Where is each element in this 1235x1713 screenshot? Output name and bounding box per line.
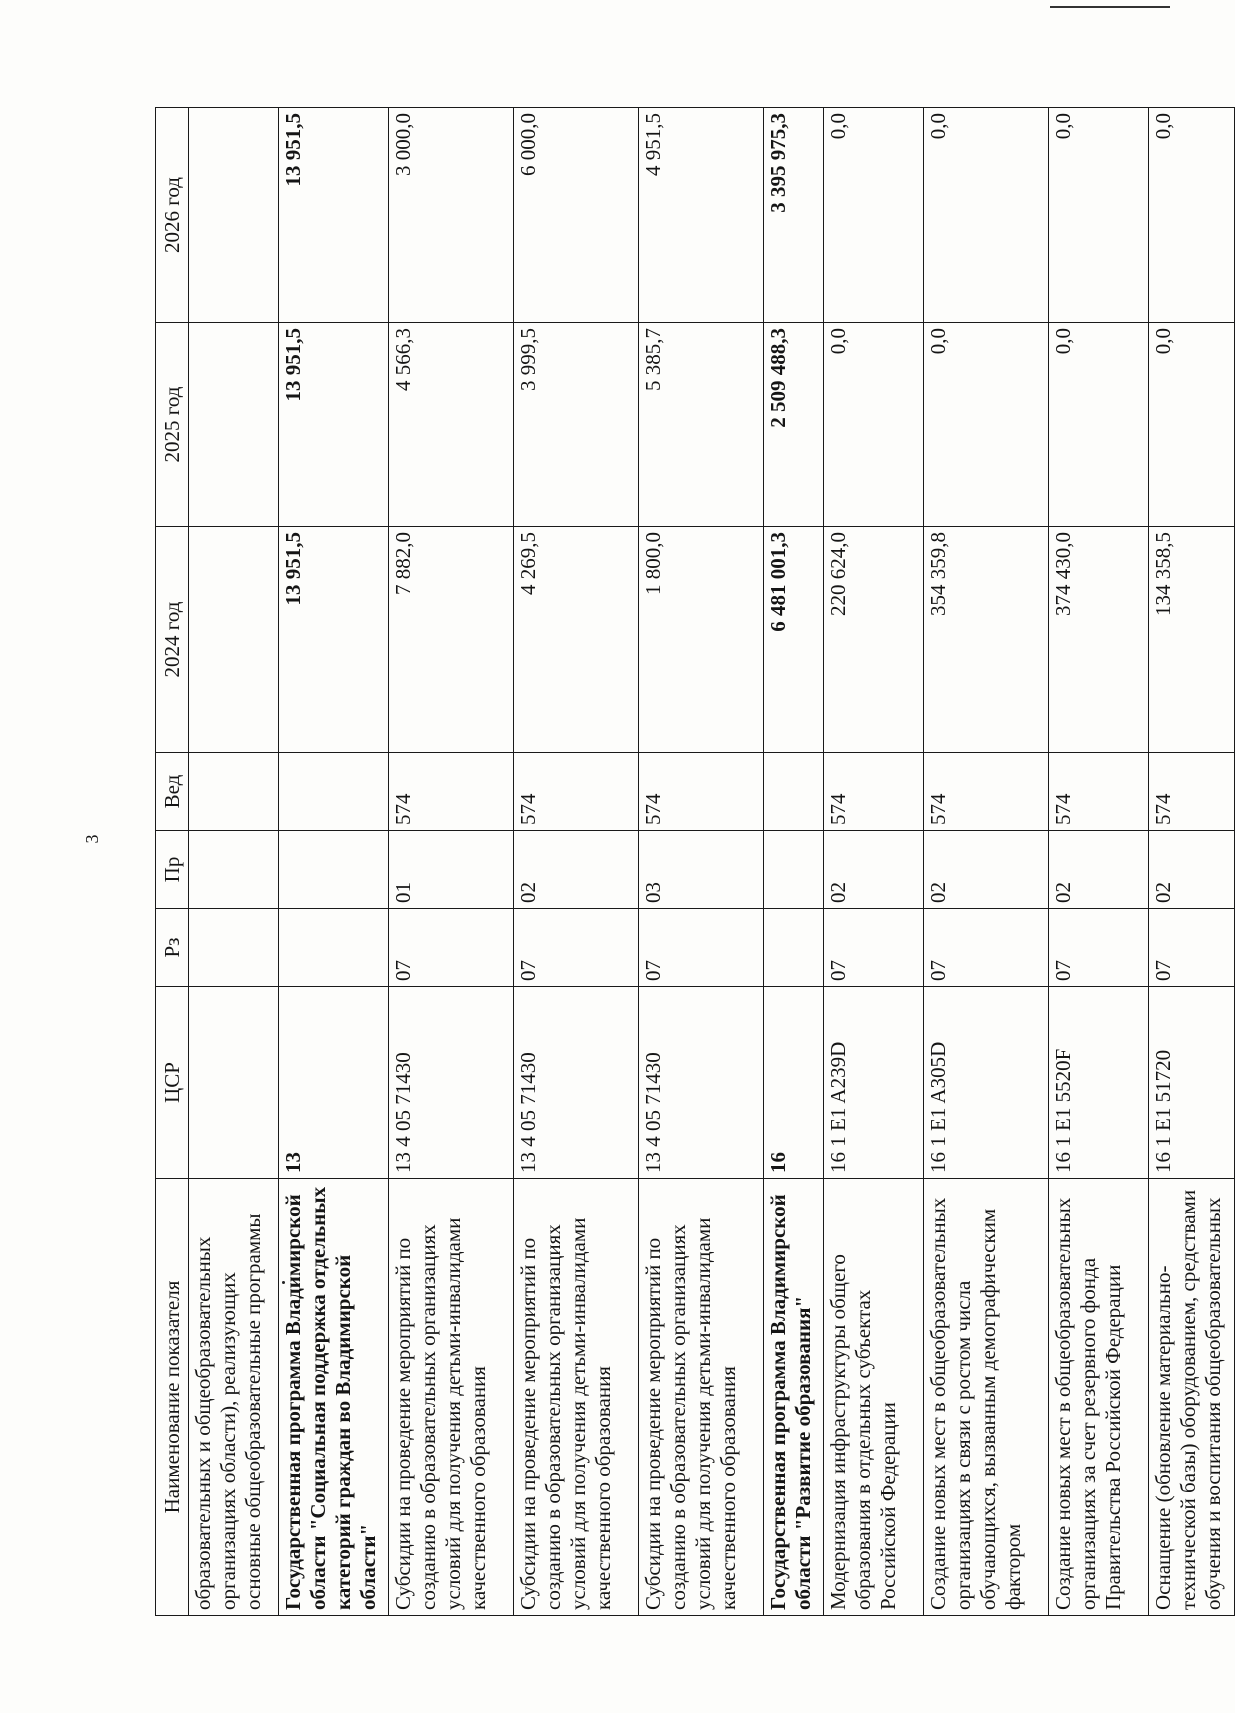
col-header-pr: Пр xyxy=(156,831,189,909)
cell-pr: 03 xyxy=(639,831,764,909)
cell-csr: 13 4 05 71430 xyxy=(639,987,764,1179)
cell-name: Субсидии на проведение мероприятий по созданию в образовательных организациях условий для получения детьми-инвалидами качественного образования xyxy=(639,1179,764,1616)
cell-2026: 0,0 xyxy=(924,108,1049,323)
table-row xyxy=(279,108,389,1616)
cell-name: Государственная программа Владимирской области "Развитие образования" xyxy=(764,1179,824,1616)
cell-pr: 02 xyxy=(1049,831,1149,909)
header-row xyxy=(156,108,189,1616)
cell-2026: 0,0 xyxy=(1049,108,1149,323)
cell-pr: 02 xyxy=(1149,831,1235,909)
col-header-rz: Рз xyxy=(156,909,189,987)
cell-rz: 07 xyxy=(1149,909,1235,987)
cell-ved xyxy=(189,753,279,831)
cell-rz xyxy=(764,909,824,987)
cell-rz: 07 xyxy=(1049,909,1149,987)
cell-2025: 0,0 xyxy=(924,323,1049,527)
cell-name: Субсидии на проведение мероприятий по созданию в образовательных организациях условий для получения детьми-инвалидами качественного образования xyxy=(514,1179,639,1616)
cell-csr xyxy=(189,987,279,1179)
cell-ved: 574 xyxy=(639,753,764,831)
cell-csr: 13 xyxy=(279,987,389,1179)
cell-2026 xyxy=(189,108,279,323)
cell-pr xyxy=(764,831,824,909)
cell-ved: 574 xyxy=(389,753,514,831)
cell-2024: 7 882,0 xyxy=(389,527,514,753)
cell-ved: 574 xyxy=(924,753,1049,831)
col-header-2026: 2026 год xyxy=(156,108,189,323)
table-body xyxy=(189,108,1235,1616)
col-header-csr: ЦСР xyxy=(156,987,189,1179)
cell-2025: 0,0 xyxy=(824,323,924,527)
cell-pr: 02 xyxy=(924,831,1049,909)
cell-2025: 2 509 488,3 xyxy=(764,323,824,527)
cell-ved: 574 xyxy=(514,753,639,831)
cell-2024: 4 269,5 xyxy=(514,527,639,753)
cell-name: Оснащение (обновление материально-технической базы) оборудованием, средствами обучения и воспитания общеобразовательных xyxy=(1149,1179,1235,1616)
cell-ved: 574 xyxy=(1049,753,1149,831)
table-row xyxy=(764,108,824,1616)
table-row xyxy=(1149,108,1235,1616)
budget-table xyxy=(155,107,1235,1616)
cell-2025 xyxy=(189,323,279,527)
table-row xyxy=(639,108,764,1616)
cell-2026: 0,0 xyxy=(1149,108,1235,323)
cell-2026: 3 000,0 xyxy=(389,108,514,323)
cell-2026: 4 951,5 xyxy=(639,108,764,323)
table-row xyxy=(189,108,279,1616)
cell-2025: 0,0 xyxy=(1149,323,1235,527)
cell-rz: 07 xyxy=(514,909,639,987)
cell-name: Модернизация инфраструктуры общего образования в отдельных субъектах Российской Федерации xyxy=(824,1179,924,1616)
cell-2025: 0,0 xyxy=(1049,323,1149,527)
cell-ved: 574 xyxy=(824,753,924,831)
cell-2026: 3 395 975,3 xyxy=(764,108,824,323)
cell-csr: 16 1 E1 5520F xyxy=(1049,987,1149,1179)
cell-name: Создание новых мест в общеобразовательных организациях за счет резервного фонда Правительства Российской Федерации xyxy=(1049,1179,1149,1616)
table-row xyxy=(824,108,924,1616)
cell-csr: 13 4 05 71430 xyxy=(514,987,639,1179)
table-row xyxy=(514,108,639,1616)
page-number: 3 xyxy=(82,834,102,844)
cell-pr xyxy=(279,831,389,909)
cell-2024: 220 624,0 xyxy=(824,527,924,753)
rotated-table-wrapper xyxy=(155,108,1225,1616)
cell-2025: 4 566,3 xyxy=(389,323,514,527)
cell-ved xyxy=(764,753,824,831)
col-header-ved: Вед xyxy=(156,753,189,831)
cell-2024: 13 951,5 xyxy=(279,527,389,753)
cell-csr: 16 1 E1 51720 xyxy=(1149,987,1235,1179)
cell-2024: 1 800,0 xyxy=(639,527,764,753)
cell-2025: 5 385,7 xyxy=(639,323,764,527)
cell-pr: 02 xyxy=(514,831,639,909)
cell-ved: 574 xyxy=(1149,753,1235,831)
cell-pr: 02 xyxy=(824,831,924,909)
cell-2024 xyxy=(189,527,279,753)
cell-pr: 01 xyxy=(389,831,514,909)
cell-rz xyxy=(279,909,389,987)
cell-rz: 07 xyxy=(389,909,514,987)
cell-2026: 6 000,0 xyxy=(514,108,639,323)
cell-rz: 07 xyxy=(924,909,1049,987)
col-header-2024: 2024 год xyxy=(156,527,189,753)
cell-2026: 13 951,5 xyxy=(279,108,389,323)
cell-2024: 134 358,5 xyxy=(1149,527,1235,753)
cell-rz: 07 xyxy=(824,909,924,987)
cell-ved xyxy=(279,753,389,831)
col-header-2025: 2025 год xyxy=(156,323,189,527)
cell-rz xyxy=(189,909,279,987)
cell-csr: 16 1 E1 A305D xyxy=(924,987,1049,1179)
cell-csr: 16 1 E1 A239D xyxy=(824,987,924,1179)
table-row xyxy=(1049,108,1149,1616)
cell-2025: 3 999,5 xyxy=(514,323,639,527)
cell-2025: 13 951,5 xyxy=(279,323,389,527)
cell-2024: 6 481 001,3 xyxy=(764,527,824,753)
top-rule xyxy=(1050,6,1170,8)
cell-name: образовательных и общеобразовательных организациях области), реализующих основные общеобразовательные программы xyxy=(189,1179,279,1616)
cell-2026: 0,0 xyxy=(824,108,924,323)
cell-csr: 16 xyxy=(764,987,824,1179)
cell-csr: 13 4 05 71430 xyxy=(389,987,514,1179)
table-row xyxy=(924,108,1049,1616)
table-row xyxy=(389,108,514,1616)
cell-2024: 374 430,0 xyxy=(1049,527,1149,753)
cell-name: Создание новых мест в общеобразовательных организациях в связи с ростом числа обучающихся, вызванным демографическим фактором xyxy=(924,1179,1049,1616)
cell-rz: 07 xyxy=(639,909,764,987)
cell-pr xyxy=(189,831,279,909)
cell-2024: 354 359,8 xyxy=(924,527,1049,753)
cell-name: Субсидии на проведение мероприятий по созданию в образовательных организациях условий для получения детьми-инвалидами качественного образования xyxy=(389,1179,514,1616)
cell-name: Государственная программа Владимирской области "Социальная поддержка отдельных категорий граждан во Владимирской области" xyxy=(279,1179,389,1616)
col-header-name: Наименование показателя xyxy=(156,1179,189,1616)
